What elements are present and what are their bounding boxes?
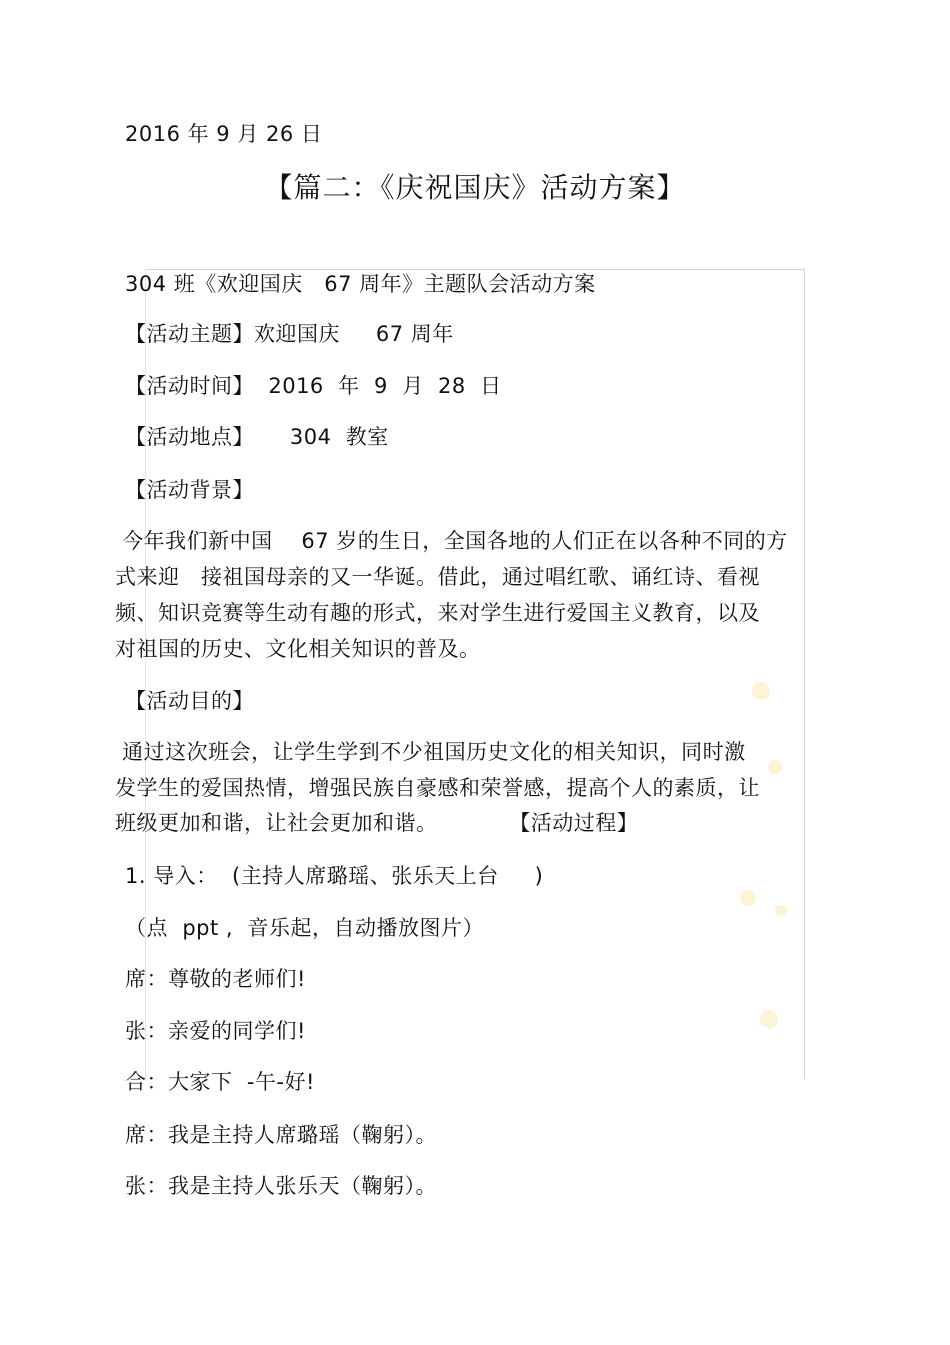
dialogue-line: 张：我是主持人张乐天（鞠躬）。 — [125, 1174, 437, 1198]
frame-top-border — [145, 269, 805, 270]
background-paragraph-line: 对祖国的历史、文化相关知识的普及。 — [115, 637, 481, 661]
frame-right-border — [804, 269, 805, 1079]
purpose-paragraph-line: 班级更加和谐，让社会更加和谐。 【活动过程】 — [115, 811, 639, 835]
plan-title: 304 班《欢迎国庆 67 周年》主题队会活动方案 — [125, 272, 596, 296]
purpose-paragraph-line: 通过这次班会，让学生学到不少祖国历史文化的相关知识，同时激 — [115, 740, 746, 764]
activity-place: 【活动地点】 304 教室 — [125, 425, 389, 449]
dialogue-line: 张：亲爱的同学们! — [125, 1019, 306, 1043]
dialogue-line: 席：尊敬的老师们! — [125, 967, 306, 991]
background-paragraph-line: 式来迎 接祖国母亲的又一华诞。借此，通过唱红歌、诵红诗、看视 — [115, 565, 761, 589]
background-paragraph-line: 今年我们新中国 67 岁的生日，全国各地的人们正在以各种不同的方 — [115, 529, 788, 553]
activity-time: 【活动时间】 2016 年 9 月 28 日 — [125, 374, 502, 398]
decorative-speck — [760, 1010, 778, 1028]
dialogue-line: 席：我是主持人席璐瑶（鞠躬）。 — [125, 1123, 437, 1147]
process-intro: 1. 导入： (主持人席璐瑶、张乐天上台 ) — [125, 864, 544, 888]
background-paragraph-line: 频、知识竞赛等生动有趣的形式，来对学生进行爱国主义教育，以及 — [115, 601, 760, 625]
process-note: （点 ppt , 音乐起，自动播放图片） — [125, 916, 484, 940]
background-heading: 【活动背景】 — [125, 478, 254, 502]
dialogue-line: 合：大家下 -午-好! — [125, 1070, 315, 1094]
purpose-heading: 【活动目的】 — [125, 689, 254, 713]
decorative-speck — [740, 890, 756, 906]
decorative-speck — [768, 760, 782, 774]
document-date: 2016 年 9 月 26 日 — [125, 122, 323, 146]
purpose-paragraph-line: 发学生的爱国热情，增强民族自豪感和荣誉感，提高个人的素质，让 — [115, 776, 760, 800]
section-title: 【篇二：《庆祝国庆》活动方案】 — [264, 171, 686, 204]
decorative-speck — [752, 682, 770, 700]
activity-theme: 【活动主题】欢迎国庆 67 周年 — [125, 322, 454, 346]
decorative-speck — [775, 905, 787, 917]
